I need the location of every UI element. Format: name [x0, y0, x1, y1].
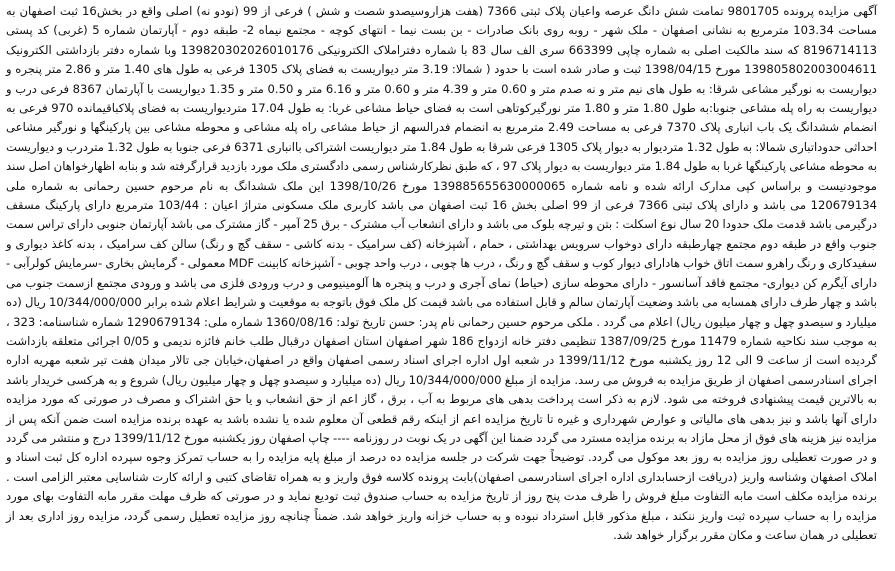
auction-notice-text: آگهی مزایده پرونده 9801705 تمامت شش دانگ عرصه واعیان پلاک ثبتی 7366 (هفت هزاروسیصدو شصت و شش ) فرعی از 99 (نودو نه) اصلی واقع در بخش16 ثبت اصفهان به مساحت 103.34 مترمربع به نشانی اصفهان - ملک شهر - روبه روی بانک صادرات - بن بست نیما - انتهای کوچه - مجتمع نیماه 2- طبقه دوم - آپارتمان شماره 5 (غربی) کد پستی 8196714113 که سند مالکیت اصلی به شماره چاپی 663399 سری الف سال 83 با شماره دفتراملاک الکترونیکی 139820302026010176 وبا شماره دفتر بازداشتی الکترونیک 139805802003004611 مورخ 1398/04/15 ثبت و صادر شده است با حدود ( شمالا: 3.19 متر دیواریست به فضای پلاک 1305 فرعی به طول های 1.40 متر و 2.86 متر پنجره و دیواریست به نورگیر مشاعی شرقا: به طول های نیم متر و نه صدم متر و 0.60 متر و 4.39 متر و 0.60 متر و 6.16 متر و 0.50 متر و 1.35 دیواریست با آپارتمان 8367 فرعی درب و دیواریست به راه پله مشاعی جنوبا:به طول 1.80 متر و 1.80 متر نورگیرکوتاهی است به فضای حیاط مشاعی غربا: به طول 17.04 متردیواریست به فضای پلاکباقیمانده 970 فرعی به انضمام ششدانگ یک باب انباری پلاک 7370 فرعی به مساحت 2.49 مترمربع به انضمام فدرالسهم از حیاط مشاعی راه پله مشاعی و محوطه مشاعی بین پارکینگها و نورگیر مشاعی احداثی حدوداتباری شمالا: به طول 1.32 متردیوار به دیوار پلاک 1305 فرعی شرقا به طول 1.84 متر دیواریست اشتراکی باانباری 6371 فرعی جنوبا به طول 1.32 متردرب و دیواریست به محوطه مشاعی پارکینگها غربا به طول 1.84 متر دیواریست به دیوار پلاک 97 ، که طبق نظرکارشناس رسمی دادگستری ملک مورد بازدید قرارگرفته شد و بنابه اظهارخواهان اصل سند موجودنیست و براساس کپی مدارک ارائه شده و نامه شماره 139885655630000065 مورخ 1398/10/26 این ملک ششدانگ به نام مرحوم حسین رحمانی به شماره ملی 120679134 می باشد و دارای پلاک ثبتی 7366 فرعی از 99 اصلی بخش 16 ثبت اصفهان می باشد کاربری ملک مسکونی متراژ اعیان : 103/44 مترمربع دارای پارکینگ مسقف درگیرمی باشد قدمت ملک حدودا 20 سال نوع اسکلت : بتن و تیرچه بلوک می باشد و دارای انشعاب آب مشترک - برق 25 آمپر - گاز مشترک می باشد آپارتمان جنوبی دارای تراس سمت جنوب واقع در طبقه دوم مجتمع چهارطبقه دارای دوخواب سرویس بهداشتی ، حمام ، آشپزخانه (کف سرامیک - بدنه کاشی - سقف گچ و رنگ) سالن کف سرامیک ، بدنه کاغذ دیواری و سفیدکاری و رنگ راهرو سمت اتاق خواب هادارای دیوار کوب و سقف گچ و رنگ ، درب ها چوبی ، درب واحد چوبی - آشپزخانه کابینت MDF معمولی - گرمایش بخاری -سرمایش کولرآبی - دارای آیگرم کن دیواری- مجتمع فاقد آسانسور - دارای محوطه سازی (حیاط) نمای آجری و درب و پنجره ها آلومینیومی و درب ورودی فلزی می باشد و ورودی مجتمع ازسمت جنوب می باشد و چهار طرف دارای همسایه می باشد وضعیت آپارتمان سالم و قابل استفاده می باشد قیمت کل ملک فوق باتوجه به موقعیت و شرایط اعلام شده برابر 10/344/000/000 ریال (ده میلیارد و سیصدو چهل و چهار میلیون ریال) اعلام می گردد . ملکی مرحوم حسین رحمانی نام پدر: حسن تاریخ تولد: 1360/08/16 شماره ملی: 1290679134 شماره شناسنامه: 323 ، به موجب سند نکاحیه شماره 11479 مورخ 1387/09/25 تنظیمی دفتر خانه ازدواج 186 شهر اصفهان استان اصفهان درقبال طلب خانم فائزه ندیمی و 0/05 اجرائی متعلقه بازداشت گردیده است از ساعت 9 الی 12 روز یکشنبه مورخ 1399/11/12 در شعبه اول اداره اجرای اسناد رسمی اصفهان واقع در اصفهان،خیابان جی تالار میدان هفت تیر شعبه مهریه اداره اجرای اسنادرسمی اصفهان از طریق مزایده به فروش می رسد. مزایده از مبلغ 10/344/000/000 ریال (ده میلیارد و سیصدو چهل و چهار میلیون ریال) شروع و به هرکسی خریدار باشد به بالاترین قیمت پیشنهادی فروخته می شود. لازم به ذکر است پرداخت بدهی های مربوط به آب ، برق ، گاز اعم از حق انشعاب و یا حق اشتراک و مصرف در صورتی که مورد مزایده دارای آنها باشد و نیز بدهی های مالیاتی و عوارض شهرداری و غیره تا تاریخ مزایده اعم از اینکه رقم قطعی آن معلوم شده یا نشده باشد به عهده برنده مزایده است ضمن آنکه پس از مزایده نیز هزینه های فوق از محل مازاد به برنده مزایده مسترد می گردد ضمنا این آگهی در یک نوبت در روزنامه ---- چاپ اصفهان روز یکشنبه مورخ 1399/11/12 درج و منتشر می گردد و در صورت تعطیلی روز مزایده به روز بعد موکول می گردد. توضیحاً جهت شرکت در جلسه مزایده ده درصد از مبلغ پایه مزایده را به حساب تمرکز وجوه سپرده اداره کل ثبت اسناد و املاک اصفهان وشناسه واریز (دریافت ازحسابداری اداره اجرای اسنادرسمی اصفهان)بابت پرونده کلاسه فوق واریز و به همراه تقاضای کتبی و ارائه کارت شناسایی معتبر الزامی است . برنده مزایده مکلف است مابه التفاوت مبلغ فروش را ظرف مدت پنج روز از تاریخ مزایده به حساب صندوق ثبت تودیع نماید و در صورتی که ظرف مهلت مقرر مابه التفاوت بهای مورد مزایده را به حساب سپرده ثبت واریز ننکند ، مبلغ مذکور قابل استرداد نبوده و به حساب خزانه واریز خواهد شد. ضمناً چنانچه روز مزایده تعطیل رسمی گردد، مزایده روز اداری بعد از تعطیلی در همان ساعت و مکان مقرر برگزار خواهد شد.: [6, 4, 878, 542]
